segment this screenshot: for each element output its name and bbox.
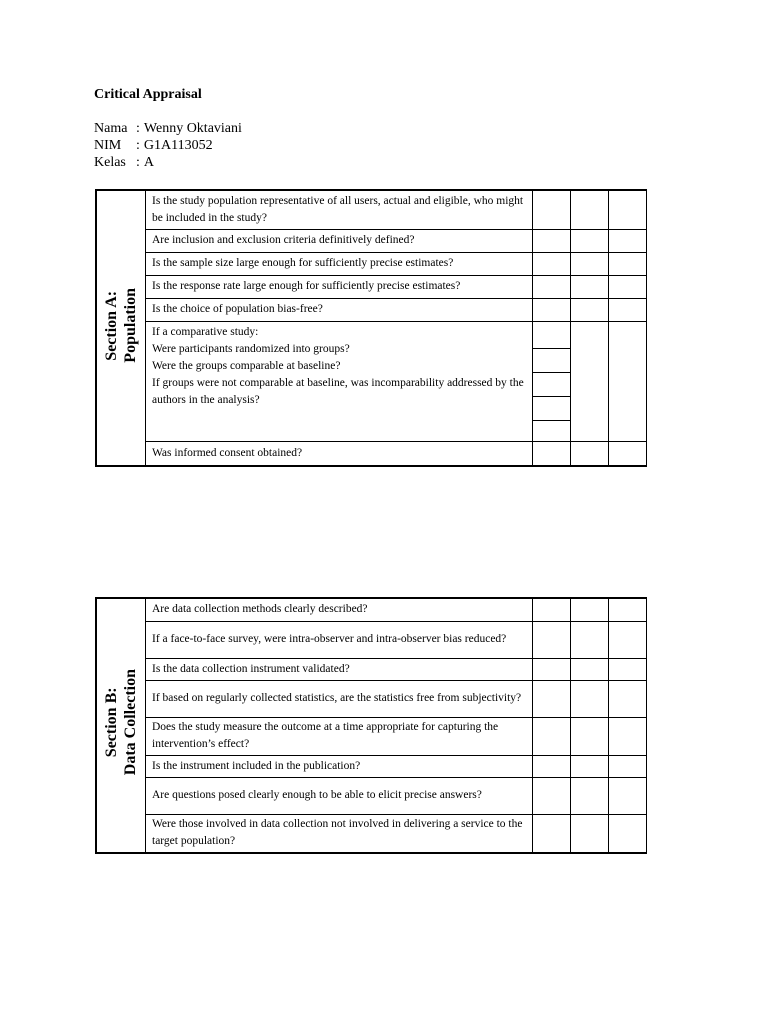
answer-cell-unclear[interactable] [609,777,647,814]
question-cell: Does the study measure the outcome at a time appropriate for capturing the intervention’s effect? [146,717,533,755]
answer-cell-yes[interactable] [533,680,571,717]
table-row [96,680,647,717]
answer-cell-no[interactable] [571,321,609,441]
answer-cell-unclear[interactable] [609,275,647,298]
answer-cell-yes[interactable] [533,229,571,252]
answer-cell-no[interactable] [571,252,609,275]
answer-cell-yes[interactable] [533,658,571,680]
answer-cell-no[interactable] [571,777,609,814]
table-row [96,275,647,298]
section-a-label: Section A: Population [96,190,146,466]
question-cell: Is the response rate large enough for sufficiently precise estimates? [146,275,533,298]
table-row [96,777,647,814]
question-cell: Is the choice of population bias-free? [146,298,533,321]
answer-cell-unclear[interactable] [609,190,647,229]
answer-cell-yes[interactable] [533,348,571,372]
answer-cell-unclear[interactable] [609,321,647,441]
section-b-label: Section B: Data Collection [96,598,146,853]
table-row [96,252,647,275]
question-cell: Is the data collection instrument validated? [146,658,533,680]
answer-cell-yes[interactable] [533,190,571,229]
table-row [96,717,647,755]
answer-cell-no[interactable] [571,275,609,298]
question-cell: Is the instrument included in the publication? [146,755,533,777]
table-row [96,621,647,658]
answer-cell-unclear[interactable] [609,717,647,755]
answer-cell-no[interactable] [571,680,609,717]
info-row-nim: NIM : G1A113052 [94,138,213,153]
answer-cell-yes[interactable] [533,372,571,396]
answer-cell-yes[interactable] [533,420,571,441]
answer-cell-yes[interactable] [533,396,571,420]
section-a-table [95,189,647,467]
question-cell: If a face-to-face survey, were intra-observer and intra-observer bias reduced? [146,621,533,658]
table-row [96,658,647,680]
answer-cell-no[interactable] [571,755,609,777]
table-row [96,441,647,466]
question-cell: Are inclusion and exclusion criteria definitively defined? [146,229,533,252]
answer-cell-no[interactable] [571,658,609,680]
info-value: G1A113052 [143,138,213,153]
answer-cell-unclear[interactable] [609,441,647,466]
question-cell: Were those involved in data collection not involved in delivering a service to the target population? [146,814,533,853]
table-row [96,190,647,229]
answer-cell-yes[interactable] [533,252,571,275]
answer-cell-unclear[interactable] [609,621,647,658]
answer-cell-yes[interactable] [533,598,571,621]
answer-cell-yes[interactable] [533,621,571,658]
answer-cell-unclear[interactable] [609,755,647,777]
answer-cell-yes[interactable] [533,777,571,814]
table-row [96,755,647,777]
answer-cell-no[interactable] [571,441,609,466]
table-row [96,229,647,252]
question-cell: Was informed consent obtained? [146,441,533,466]
answer-cell-yes[interactable] [533,298,571,321]
answer-cell-yes[interactable] [533,275,571,298]
answer-cell-yes[interactable] [533,441,571,466]
question-cell: Is the study population representative of all users, actual and eligible, who might be included in the study? [146,190,533,229]
answer-cell-no[interactable] [571,229,609,252]
answer-cell-no[interactable] [571,190,609,229]
answer-cell-unclear[interactable] [609,814,647,853]
answer-cell-yes[interactable] [533,321,571,348]
info-label: Kelas [94,155,126,170]
answer-cell-yes[interactable] [533,814,571,853]
answer-cell-no[interactable] [571,717,609,755]
answer-cell-no[interactable] [571,814,609,853]
answer-cell-unclear[interactable] [609,252,647,275]
info-value: A [143,155,155,170]
answer-cell-no[interactable] [571,298,609,321]
table-row [96,298,647,321]
question-cell: Is the sample size large enough for sufficiently precise estimates? [146,252,533,275]
answer-cell-unclear[interactable] [609,298,647,321]
document-title: Critical Appraisal [94,87,202,102]
answer-cell-no[interactable] [571,598,609,621]
answer-cell-unclear[interactable] [609,598,647,621]
info-value: Wenny Oktaviani [143,121,242,136]
answer-cell-no[interactable] [571,621,609,658]
table-row [96,598,647,621]
answer-cell-yes[interactable] [533,717,571,755]
answer-cell-yes[interactable] [533,755,571,777]
answer-cell-unclear[interactable] [609,658,647,680]
table-row [96,321,647,348]
question-cell: Are data collection methods clearly described? [146,598,533,621]
question-cell: Are questions posed clearly enough to be able to elicit precise answers? [146,777,533,814]
info-label: NIM [94,138,122,153]
question-cell: If based on regularly collected statistics, are the statistics free from subjectivity? [146,680,533,717]
answer-cell-unclear[interactable] [609,680,647,717]
info-row-kelas: Kelas : A [94,155,155,170]
table-row [96,814,647,853]
info-row-nama: Nama : Wenny Oktaviani [94,121,242,136]
info-label: Nama [94,121,128,136]
answer-cell-unclear[interactable] [609,229,647,252]
question-cell-comparative: If a comparative study: Were participants randomized into groups? Were the groups comparable at baseline? If groups were not comparable at baseline, was incomparability addressed by the authors in the analysis? [146,321,533,441]
section-b-table [95,597,647,854]
